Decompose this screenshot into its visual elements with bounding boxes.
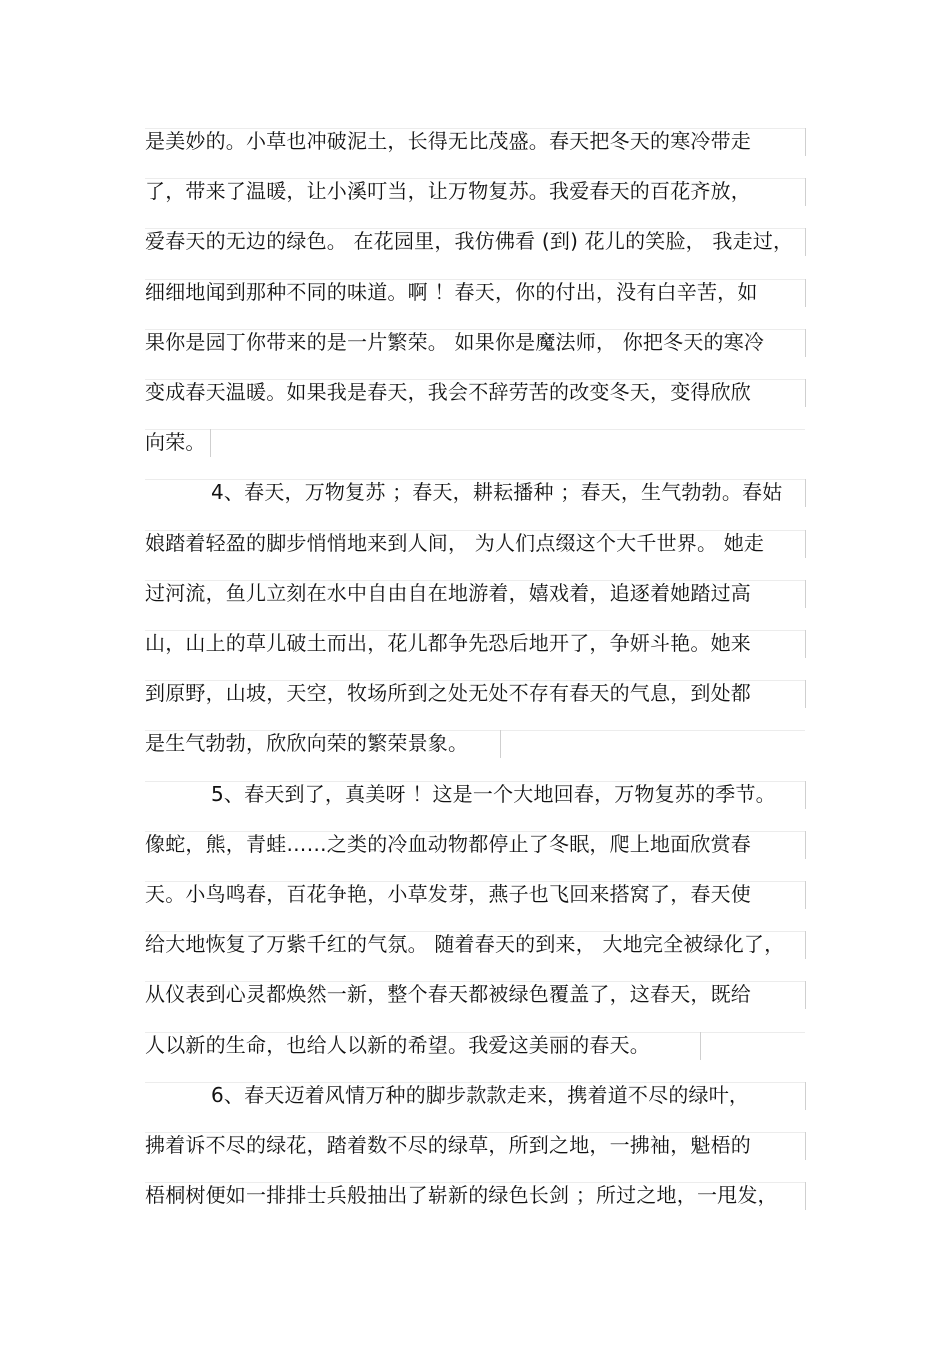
- row-end-mark: [500, 730, 501, 758]
- text-line: 细细地闻到那种不同的味道。啊 ！春天，你的付出，没有白辛苦，如: [145, 280, 758, 304]
- row-end-mark: [805, 128, 806, 156]
- row-rule: [145, 329, 805, 330]
- row-end-mark: [805, 931, 806, 959]
- row-rule: [145, 1032, 805, 1033]
- text-line: 娘踏着轻盈的脚步悄悄地来到人间， 为人们点缀这个大千世界。 她走: [145, 531, 765, 555]
- row-end-mark: [805, 228, 806, 256]
- row-end-mark: [805, 379, 806, 407]
- row-end-mark: [805, 981, 806, 1009]
- text-line: 山，山上的草儿破土而出，花儿都争先恐后地开了，争妍斗艳。她来: [145, 631, 751, 655]
- row-rule: [145, 881, 805, 882]
- row-end-mark: [805, 1182, 806, 1210]
- text-line: 变成春天温暖。如果我是春天，我会不辞劳苦的改变冬天，变得欣欣: [145, 380, 751, 404]
- text-line: 像蛇，熊，青蛙……之类的冷血动物都停止了冬眠，爬上地面欣赏春: [145, 832, 751, 856]
- row-end-mark: [210, 429, 211, 457]
- text-line: 了，带来了温暖，让小溪叮当，让万物复苏。我爱春天的百花齐放，: [145, 179, 751, 203]
- row-end-mark: [805, 1132, 806, 1160]
- text-line: 爱春天的无边的绿色。 在花园里，我仿佛看 (到) 花儿的笑脸， 我走过，: [145, 229, 794, 253]
- row-rule: [145, 981, 805, 982]
- text-line: 过河流，鱼儿立刻在水中自由自在地游着，嬉戏着，追逐着她踏过高: [145, 581, 751, 605]
- row-rule: [145, 831, 805, 832]
- row-rule: [145, 429, 805, 430]
- text-line: 是生气勃勃，欣欣向荣的繁荣景象。: [145, 731, 469, 755]
- row-end-mark: [805, 279, 806, 307]
- row-end-mark: [805, 479, 806, 507]
- row-rule: [145, 730, 805, 731]
- row-end-mark: [805, 329, 806, 357]
- text-line: 5、春天到了，真美呀 ！这是一个大地回春，万物复苏的季节。: [211, 782, 776, 806]
- text-line: 天。小鸟鸣春，百花争艳，小草发芽，燕子也飞回来搭窝了，春天使: [145, 882, 751, 906]
- text-line: 到原野，山坡，天空，牧场所到之处无处不存有春天的气息，到处都: [145, 681, 751, 705]
- text-line: 是美妙的。小草也冲破泥土，长得无比茂盛。春天把冬天的寒冷带走: [145, 129, 751, 153]
- row-end-mark: [805, 680, 806, 708]
- row-end-mark: [805, 781, 806, 809]
- row-rule: [145, 379, 805, 380]
- row-end-mark: [700, 1032, 701, 1060]
- row-rule: [145, 680, 805, 681]
- row-rule: [145, 1182, 805, 1183]
- text-line: 梧桐树便如一排排士兵般抽出了崭新的绿色长剑 ；所过之地，一甩发，: [145, 1183, 778, 1207]
- row-rule: [145, 178, 805, 179]
- text-line: 4、春天，万物复苏 ；春天，耕耘播种 ；春天，生气勃勃。春姑: [211, 480, 783, 504]
- text-line: 6、春天迈着风情万种的脚步款款走来，携着道不尽的绿叶，: [211, 1083, 750, 1107]
- row-rule: [145, 128, 805, 129]
- text-line: 给大地恢复了万紫千红的气氛。 随着春天的到来， 大地完全被绿化了，: [145, 932, 785, 956]
- row-end-mark: [805, 530, 806, 558]
- text-line: 拂着诉不尽的绿花，踏着数不尽的绿草，所到之地，一拂袖，魁梧的: [145, 1133, 751, 1157]
- row-rule: [145, 630, 805, 631]
- text-line: 向荣。: [145, 430, 206, 454]
- row-rule: [145, 279, 805, 280]
- row-rule: [145, 530, 805, 531]
- text-line: 人以新的生命，也给人以新的希望。我爱这美丽的春天。: [145, 1033, 650, 1057]
- row-end-mark: [805, 831, 806, 859]
- text-line: 从仪表到心灵都焕然一新，整个春天都被绿色覆盖了，这春天，既给: [145, 982, 751, 1006]
- row-rule: [145, 479, 805, 480]
- row-rule: [145, 580, 805, 581]
- row-rule: [145, 1132, 805, 1133]
- row-rule: [145, 931, 805, 932]
- row-end-mark: [805, 630, 806, 658]
- row-end-mark: [805, 178, 806, 206]
- row-rule: [145, 1082, 805, 1083]
- row-rule: [145, 228, 805, 229]
- text-line: 果你是园丁你带来的是一片繁荣。 如果你是魔法师， 你把冬天的寒冷: [145, 330, 765, 354]
- row-end-mark: [805, 881, 806, 909]
- row-end-mark: [805, 1082, 806, 1110]
- row-rule: [145, 781, 805, 782]
- row-end-mark: [805, 580, 806, 608]
